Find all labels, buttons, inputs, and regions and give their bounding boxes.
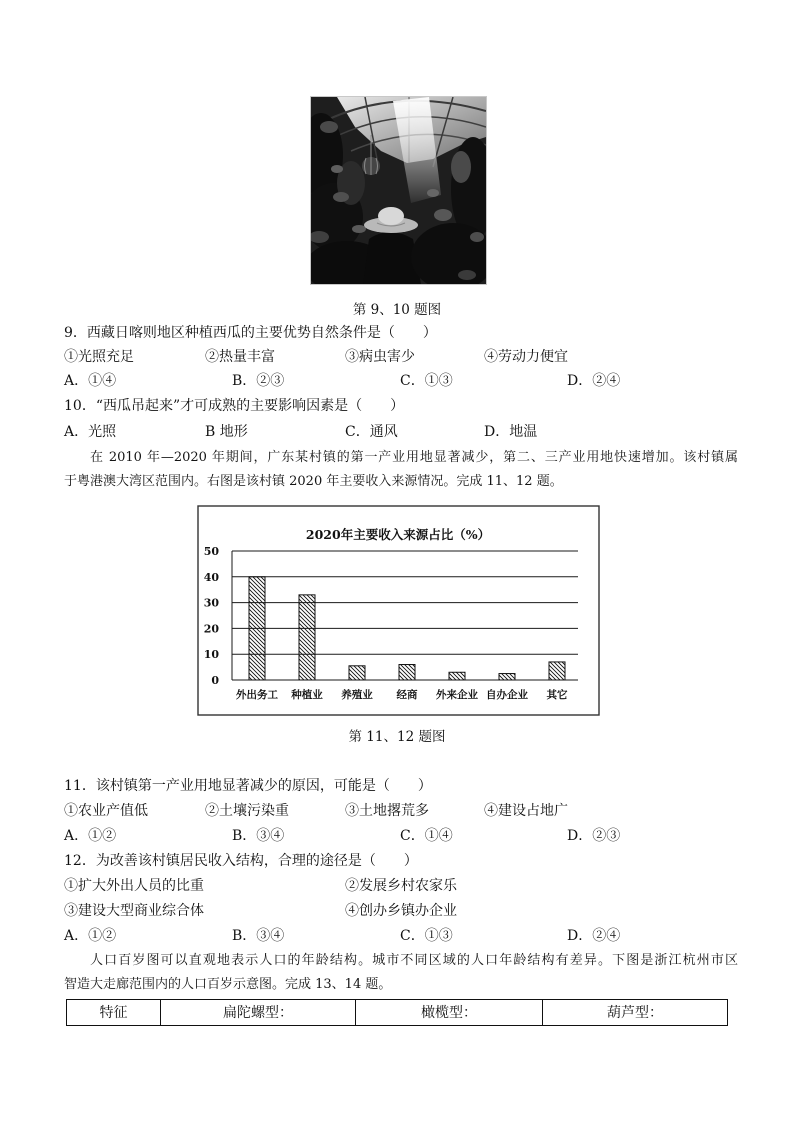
y-tick-label-20: 20: [203, 622, 219, 636]
bar-6: [499, 674, 515, 680]
q11-item-3: ③土地撂荒多: [345, 803, 429, 819]
figure-11-12-caption: 第 11、12 题图: [348, 729, 446, 745]
q9-choice-b: B．②③: [232, 373, 285, 389]
y-tick-label-50: 50: [203, 545, 219, 558]
q11-stem: 11．该村镇第一产业用地显著减少的原因，可能是（ ）: [64, 778, 432, 794]
chart-title: 2020年主要收入来源占比（%）: [305, 527, 491, 542]
q10-choice-c: C．通风: [345, 424, 398, 440]
bar-7: [549, 662, 565, 680]
greenhouse-photo: [311, 97, 486, 284]
passage-11-12-line-1: 在 2010 年—2020 年期间，广东某村镇的第一产业用地显著减少，第二、三产业用地快速增加。该村镇属: [90, 450, 738, 465]
category-label-1: 外出务工: [236, 689, 278, 701]
category-label-2: 种植业: [291, 689, 323, 701]
y-tick-label-10: 10: [203, 648, 219, 662]
q11-item-2: ②土壤污染重: [205, 803, 289, 819]
q9-item-4: ④劳动力便宜: [484, 349, 568, 365]
y-tick-label-40: 40: [203, 570, 219, 584]
category-label-7: 其它: [546, 689, 568, 701]
category-label-3: 养殖业: [341, 689, 373, 701]
q12-choice-d: D．②④: [567, 928, 621, 944]
bar-4: [399, 665, 415, 680]
figure-9-10-caption: 第 9、10 题图: [352, 302, 442, 318]
table-row: [67, 1000, 728, 1026]
q11-choice-b: B．③④: [232, 828, 285, 844]
q12-item-3: ③建设大型商业综合体: [64, 903, 204, 919]
passage-13-14-line-2: 智造大走廊范围内的人口百岁示意图。完成 13、14 题。: [64, 977, 392, 992]
q9-item-3: ③病虫害少: [345, 349, 415, 365]
q12-item-2: ②发展乡村农家乐: [345, 878, 457, 894]
income-source-bar-chart: [197, 505, 601, 717]
category-label-5: 外来企业: [436, 689, 478, 701]
bar-1: [249, 577, 265, 680]
q10-choice-b: B 地形: [205, 424, 248, 440]
category-label-4: 经商: [396, 689, 418, 701]
bar-2: [299, 595, 315, 680]
category-label-6: 自办企业: [486, 689, 528, 701]
table-cell-gourd: 葫芦型：: [543, 1000, 728, 1026]
q12-item-4: ④创办乡镇办企业: [345, 903, 457, 919]
q9-item-1: ①光照充足: [64, 349, 134, 365]
greenhouse-photo-image: [311, 97, 486, 284]
q11-choice-c: C．①④: [400, 828, 453, 844]
q11-choice-a: A．①②: [64, 828, 117, 844]
q9-item-2: ②热量丰富: [205, 349, 275, 365]
q11-choice-d: D．②③: [567, 828, 621, 844]
q10-stem: 10．“西瓜吊起来”才可成熟的主要影响因素是（ ）: [64, 398, 405, 414]
q10-choice-d: D．地温: [484, 424, 538, 440]
q9-stem: 9．西藏日喀则地区种植西瓜的主要优势自然条件是（ ）: [64, 325, 437, 341]
q12-choice-b: B．③④: [232, 928, 285, 944]
table-cell-feature: 特征: [67, 1000, 161, 1026]
q12-item-1: ①扩大外出人员的比重: [64, 878, 204, 894]
q9-choice-c: C．①③: [400, 373, 453, 389]
q12-stem: 12．为改善该村镇居民收入结构，合理的途径是（ ）: [64, 853, 418, 869]
table-cell-flat-spinning-top: 扁陀螺型：: [161, 1000, 356, 1026]
q9-choice-d: D．②④: [567, 373, 621, 389]
bar-3: [349, 666, 365, 680]
q10-choice-a: A．光照: [64, 424, 117, 440]
y-tick-label-30: 30: [203, 596, 219, 610]
q11-item-1: ①农业产值低: [64, 803, 148, 819]
population-structure-table: [66, 999, 728, 1026]
q9-choice-a: A．①④: [64, 373, 117, 389]
q12-choice-a: A．①②: [64, 928, 117, 944]
y-tick-label-0: 0: [211, 674, 219, 687]
bar-5: [449, 672, 465, 680]
q12-choice-c: C．①③: [400, 928, 453, 944]
table-cell-olive: 橄榄型：: [356, 1000, 543, 1026]
passage-11-12-line-2: 于粤港澳大湾区范围内。右图是该村镇 2020 年主要收入来源情况。完成 11、12 题。: [64, 474, 563, 489]
passage-13-14-line-1: 人口百岁图可以直观地表示人口的年龄结构。城市不同区域的人口年龄结构有差异。下图是浙江杭州市区: [90, 953, 738, 968]
q11-item-4: ④建设占地广: [484, 803, 568, 819]
